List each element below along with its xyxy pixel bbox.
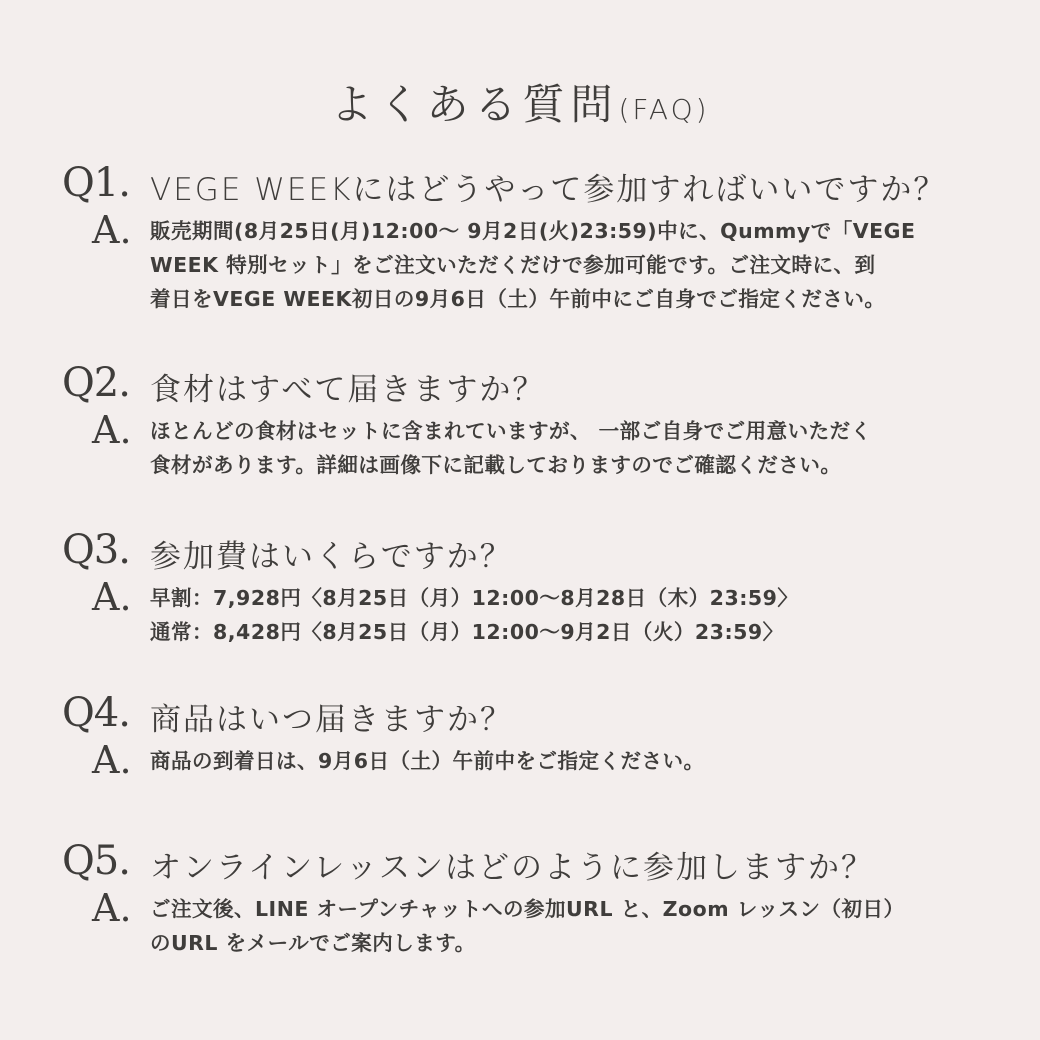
question-text: 参加費はいくらですか？ [150,539,513,575]
question-row [0,838,1040,888]
answer-text [150,744,980,778]
answer-line: WEEK 特別セット」をご注文いただくだけで参加可能です。ご注文時に、到 [150,253,876,277]
answer-text [150,214,980,316]
answer-text [150,414,980,482]
question-label: Q1. [62,160,130,206]
answer-text [150,892,980,960]
question-row [0,527,1040,577]
answer-line: 着日をVEGE WEEK初日の9月6日（土）午前中にご自身でご指定ください。 [150,287,886,311]
question-row [0,360,1040,410]
answer-line: 早割：7,928円〈8月25日（月）12:00～8月28日（木）23:59〉 [150,586,799,610]
answer-row [0,738,1040,782]
faq-item-3 [0,527,1040,649]
answer-line: 通常：8,428円〈8月25日（月）12:00～9月2日（火）23:59〉 [150,620,784,644]
page-title-sub: (FAQ) [618,93,710,126]
answer-label: A. [92,408,132,452]
question-text: 商品はいつ届きますか？ [150,702,513,738]
question-text: VEGE WEEKにはどうやって参加すればいいですか？ [150,172,947,208]
faq-item-5 [0,838,1040,960]
answer-line: 食材があります。詳細は画像下に記載しておりますのでご確認ください。 [150,453,842,477]
answer-line: 販売期間(8月25日(月)12:00～ 9月2日(火)23:59)中に、Qummyで「VEGE [150,219,916,243]
faq-item-2 [0,360,1040,482]
faq-item-4 [0,690,1040,782]
answer-line: のURL をメールでご案内します。 [150,931,476,955]
question-text: オンラインレッスンはどのように参加しますか？ [150,850,874,886]
question-label: Q2. [62,360,130,406]
answer-line: ほとんどの食材はセットに含まれていますが、 一部ご自身でご用意いただく [150,419,872,443]
answer-label: A. [92,886,132,930]
answer-label: A. [92,575,132,619]
answer-row [0,886,1040,960]
answer-row [0,408,1040,482]
question-row [0,160,1040,210]
answer-row [0,575,1040,649]
answer-row [0,208,1040,316]
question-label: Q5. [62,838,130,884]
answer-line: 商品の到着日は、9月6日（土）午前中をご指定ください。 [150,749,705,773]
question-text: 食材はすべて届きますか？ [150,372,546,408]
question-label: Q4. [62,690,130,736]
page-title-main: よくある質問 [330,80,619,129]
answer-line: ご注文後、LINE オープンチャットへの参加URL と、Zoom レッスン（初日） [150,897,905,921]
faq-item-1 [0,160,1040,316]
question-label: Q3. [62,527,130,573]
answer-label: A. [92,208,132,252]
answer-label: A. [92,738,132,782]
question-row [0,690,1040,740]
page-title [0,72,1040,132]
answer-text [150,581,980,649]
